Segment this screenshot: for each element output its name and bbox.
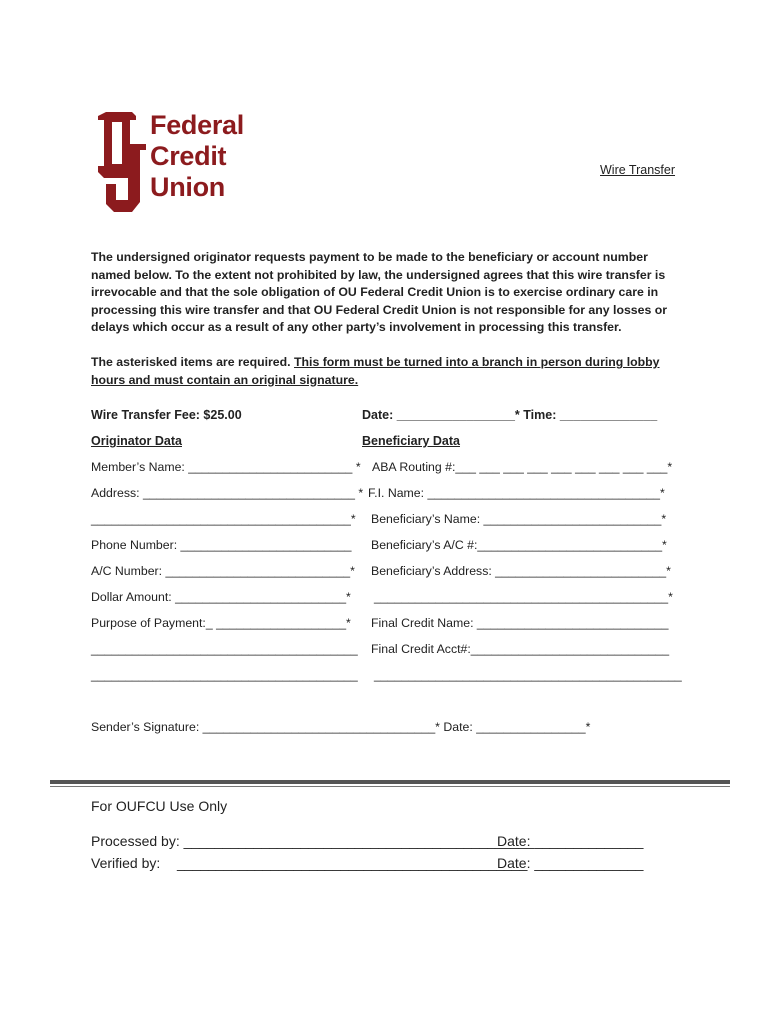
ou-monogram-icon <box>92 108 154 216</box>
address-field[interactable]: Address: _______________________________ * <box>91 486 364 500</box>
phone-number-field[interactable]: Phone Number: _________________________ <box>91 538 352 552</box>
fi-name-field[interactable]: F.I. Name: __________________________________* <box>368 486 665 500</box>
section-divider-thin <box>50 786 730 787</box>
date-time-field[interactable]: Date: _________________* Time: ______________ <box>362 408 658 422</box>
required-note-text: The asterisked items are required. <box>91 355 291 369</box>
beneficiary-account-field[interactable]: Beneficiary’s A/C #:___________________________* <box>371 538 667 552</box>
logo-wordmark <box>150 110 244 203</box>
office-use-heading: For OUFCU Use Only <box>91 798 228 814</box>
beneficiary-data-heading: Beneficiary Data <box>362 434 460 448</box>
logo-line-federal: Federal <box>150 110 244 140</box>
processed-date-field[interactable]: Date: ______________ <box>497 833 644 849</box>
processed-by-field[interactable]: Processed by: _____________________________________________ <box>91 833 534 849</box>
originator-data-heading: Originator Data <box>91 434 182 448</box>
beneficiary-name-field[interactable]: Beneficiary’s Name: __________________________* <box>371 512 667 526</box>
purpose-line-3-field[interactable]: _______________________________________ <box>91 668 358 682</box>
wire-fee-label: Wire Transfer Fee: $25.00 <box>91 408 242 422</box>
beneficiary-address-line-2-field[interactable]: ___________________________________________* <box>374 590 673 604</box>
required-note-underlined: This form must be turned into a branch in person during lobby hours and must contain an original signature. <box>91 355 660 387</box>
address-line-2-field[interactable]: ______________________________________* <box>91 512 356 526</box>
logo-line-credit: Credit <box>150 141 227 171</box>
beneficiary-extra-line-field[interactable]: _____________________________________________ <box>374 668 682 682</box>
logo-line-union: Union <box>150 172 225 202</box>
purpose-line-2-field[interactable]: _______________________________________ <box>91 642 358 656</box>
section-divider <box>50 780 730 784</box>
aba-routing-field[interactable]: ABA Routing #:___ ___ ___ ___ ___ ___ ___ ___ ___* <box>372 460 673 474</box>
final-credit-name-field[interactable]: Final Credit Name: ____________________________ <box>371 616 669 630</box>
intro-paragraph: The undersigned originator requests payment to be made to the beneficiary or account number named below. To the extent not prohibited by law, the undersigned agrees that this wire transfer is irrevocable and that the sole obligation of OU Federal Credit Union is to exercise ordinary care in processing this wire transfer and that OU Federal Credit Union is not responsible for any losses or delays which occur as a result of any other party’s involvement in processing this transfer. <box>91 250 668 334</box>
dollar-amount-field[interactable]: Dollar Amount: _________________________* <box>91 590 351 604</box>
final-credit-account-field[interactable]: Final Credit Acct#:_____________________________ <box>371 642 670 656</box>
beneficiary-address-field[interactable]: Beneficiary’s Address: _________________________* <box>371 564 671 578</box>
member-name-field[interactable]: Member’s Name: ________________________ * <box>91 460 361 474</box>
account-number-field[interactable]: A/C Number: ___________________________* <box>91 564 355 578</box>
verified-by-field[interactable]: _____________________________________________ <box>177 855 528 871</box>
verified-date-field[interactable]: Date: ______________ <box>497 855 644 871</box>
form-title: Wire Transfer <box>600 163 676 177</box>
verified-by-label: Verified by: <box>91 855 161 871</box>
sender-signature-field[interactable]: Sender’s Signature: __________________________________* Date: ________________* <box>91 720 591 734</box>
purpose-of-payment-field[interactable]: Purpose of Payment:_ ___________________* <box>91 616 351 630</box>
required-note <box>91 354 671 389</box>
